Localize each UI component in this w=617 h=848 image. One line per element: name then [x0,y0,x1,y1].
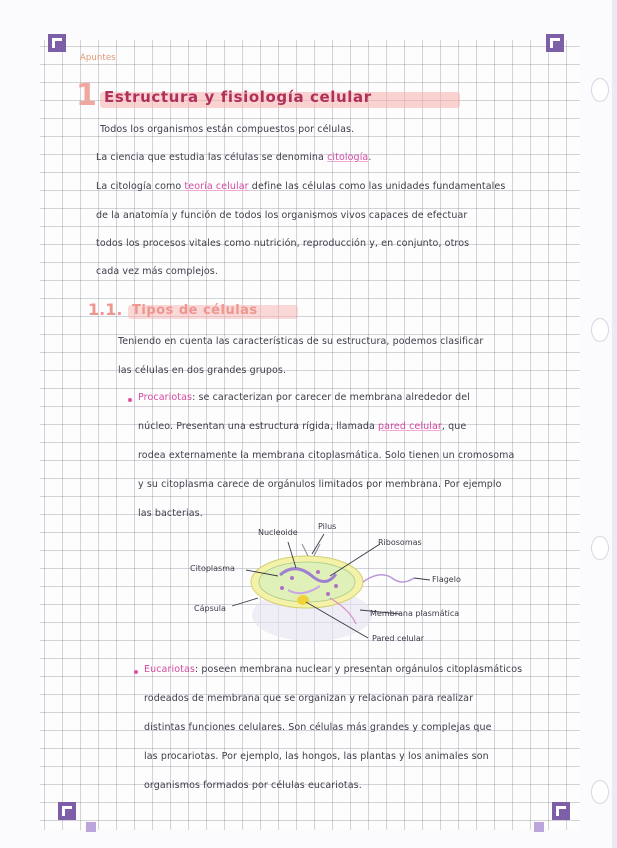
corner-mark-icon [48,34,66,52]
eukaryote-line: rodeados de membrana que se organizan y relacionan para realizar [144,693,474,704]
header-label: Apuntes [80,53,116,63]
prokaryote-text: núcleo. Presentan una estructura rígida, llamada [138,421,379,432]
highlight-term: citología [327,152,369,163]
bacteria-illustration [180,520,500,650]
label-ribosomas: Ribosomas [378,538,422,547]
corner-mark-icon [58,802,76,820]
prokaryote-text: , que [441,421,467,432]
eukaryote-line: distintas funciones celulares. Son células más grandes y complejas que [144,722,492,733]
eukaryote-line [144,664,522,675]
punch-hole [591,318,609,342]
label-flagelo: Flagelo [432,575,461,584]
label-pared: Pared celular [372,634,425,643]
section-number: 1.1. [88,300,123,319]
title-number: 1 [76,78,97,113]
intro-line: de la anatomía y función de todos los organismos vivos capaces de efectuar [96,210,468,221]
corner-dot [534,822,544,832]
label-nucleoide: Nucleoide [258,528,298,537]
highlight-term: pared celular [378,421,442,432]
intro-line [96,152,371,163]
prokaryote-line: y su citoplasma carece de orgánulos limitados por membrana. Por ejemplo [138,479,502,490]
intro-line: todos los procesos vitales como nutrición, reproducción y, en conjunto, otros [96,238,470,249]
binder-edge [612,0,617,848]
eukaryote-line: las procariotas. Por ejemplo, las hongos, las plantas y los animales son [144,751,489,762]
eukaryote-text: : poseen membrana nuclear y presentan orgánulos citoplasmáticos [194,664,523,675]
section-intro: las células en dos grandes grupos. [118,365,287,376]
intro-text: define las células como las unidades fundamentales [248,181,506,192]
bacteria-diagram [180,520,500,650]
prokaryote-line: rodea externamente la membrana citoplasmática. Solo tienen un cromosoma [138,450,515,461]
page-title: Estructura y fisiología celular [104,88,372,106]
punch-hole [591,780,609,804]
punch-hole [591,78,609,102]
highlight-term: teoría celular [184,181,249,192]
prokaryote-text: : se caracterizan por carecer de membrana alrededor del [192,392,470,403]
term-prokaryotes: Procariotas [138,392,193,403]
punch-hole [591,536,609,560]
intro-text: La citología como [96,181,185,192]
label-membrana: Membrana plasmática [370,609,460,618]
intro-line: cada vez más complejos. [96,266,218,277]
corner-mark-icon [546,34,564,52]
intro-line: Todos los organismos están compuestos por células. [100,124,355,135]
corner-mark-icon [552,802,570,820]
prokaryote-line [138,421,466,432]
bullet-icon [128,398,132,402]
prokaryote-line: las bacterias. [138,508,203,519]
intro-text: . [368,152,372,163]
label-pilus: Pilus [318,522,337,531]
intro-text: La ciencia que estudia las células se denomina [96,152,328,163]
label-capsula: Cápsula [194,604,226,613]
corner-dot [86,822,96,832]
bullet-icon [134,670,138,674]
label-citoplasma: Citoplasma [190,564,235,573]
section-title: Tipos de células [132,303,258,318]
prokaryote-line [138,392,470,403]
eukaryote-line: organismos formados por células eucariotas. [144,780,362,791]
term-eukaryotes: Eucariotas [144,664,195,675]
intro-line [96,181,505,192]
section-intro: Teniendo en cuenta las características de su estructura, podemos clasificar [118,336,484,347]
